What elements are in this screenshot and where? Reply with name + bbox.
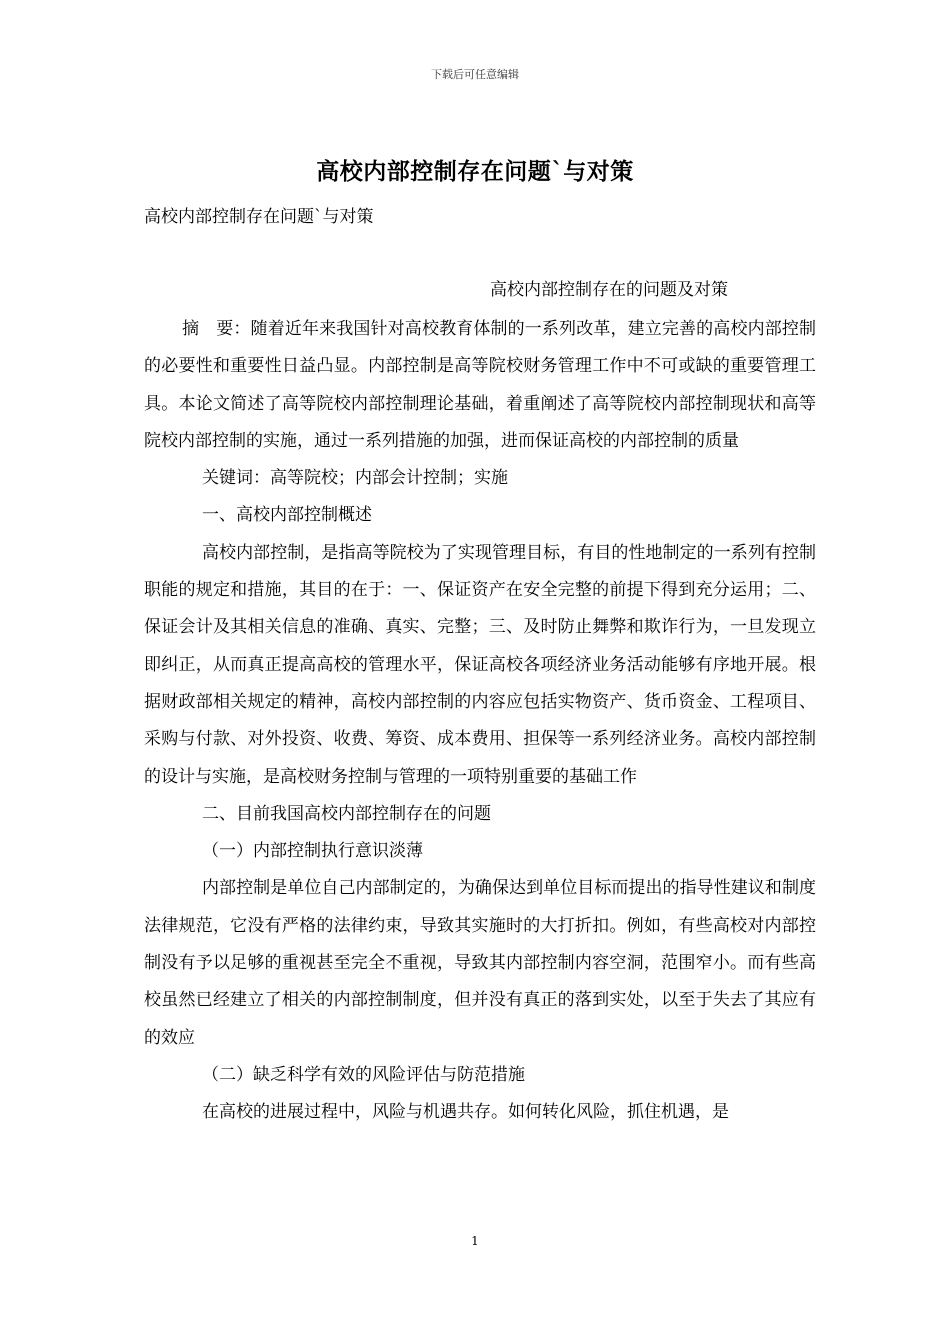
body-paragraph: 在高校的进展过程中，风险与机遇共存。如何转化风险，抓住机遇，是 <box>202 1102 729 1123</box>
section-title: 高校内部控制存在的问题及对策 <box>490 280 728 300</box>
document-title: 高校内部控制存在问题`与对策 <box>316 158 634 185</box>
abstract-paragraph: 摘 要：随着近年来我国针对高校教育体制的一系列改革，建立完善的高校内部控制的必要性和重要性日益凸显。内部控制是高等院校财务管理工作中不可或缺的重要管理工具。本论文简述了高等院校内部控制理论基础，着重阐述了高等院校内部控制现状和高等院校内部控制的实施，通过一系列措施的加强，进而保证高校的内部控制的质量 <box>144 319 816 451</box>
subsection-heading-1: （一）内部控制执行意识淡薄 <box>202 841 423 862</box>
body-paragraph: 高校内部控制，是指高等院校为了实现管理目标，有目的性地制定的一系列有控制职能的规定和措施，其目的在于：一、保证资产在安全完整的前提下得到充分运用；二、保证会计及其相关信息的准确、真实、完整；三、及时防止舞弊和欺诈行为，一旦发现立即纠正，从而真正提高高校的管理水平，保证高校各项经济业务活动能够有序地开展。根据财政部相关规定的精神，高校内部控制的内容应包括实物资产、货币资金、工程项目、采购与付款、对外投资、收费、筹资、成本费用、担保等一系列经济业务。高校内部控制的设计与实施，是高校财务控制与管理的一项特别重要的基础工作 <box>144 542 816 787</box>
section-heading-2: 二、目前我国高校内部控制存在的问题 <box>202 803 491 824</box>
subsection-heading-2: （二）缺乏科学有效的风险评估与防范措施 <box>202 1064 525 1085</box>
document-subtitle: 高校内部控制存在问题`与对策 <box>144 207 374 227</box>
body-paragraph: 内部控制是单位自己内部制定的，为确保达到单位目标而提出的指导性建议和制度法律规范，它没有严格的法律约束，导致其实施时的大打折扣。例如，有些高校对内部控制没有予以足够的重视甚至完全不重视，导致其内部控制内容空洞，范围窄小。而有些高校虽然已经建立了相关的内部控制制度，但并没有真正的落到实处，以至于失去了其应有的效应 <box>144 878 816 1048</box>
page-header-note: 下载后可任意编辑 <box>431 68 519 81</box>
section-heading-1: 一、高校内部控制概述 <box>202 505 372 526</box>
keywords-line: 关键词：高等院校；内部会计控制；实施 <box>202 468 508 489</box>
page-number: 1 <box>471 1234 479 1248</box>
document-body <box>144 311 816 1132</box>
